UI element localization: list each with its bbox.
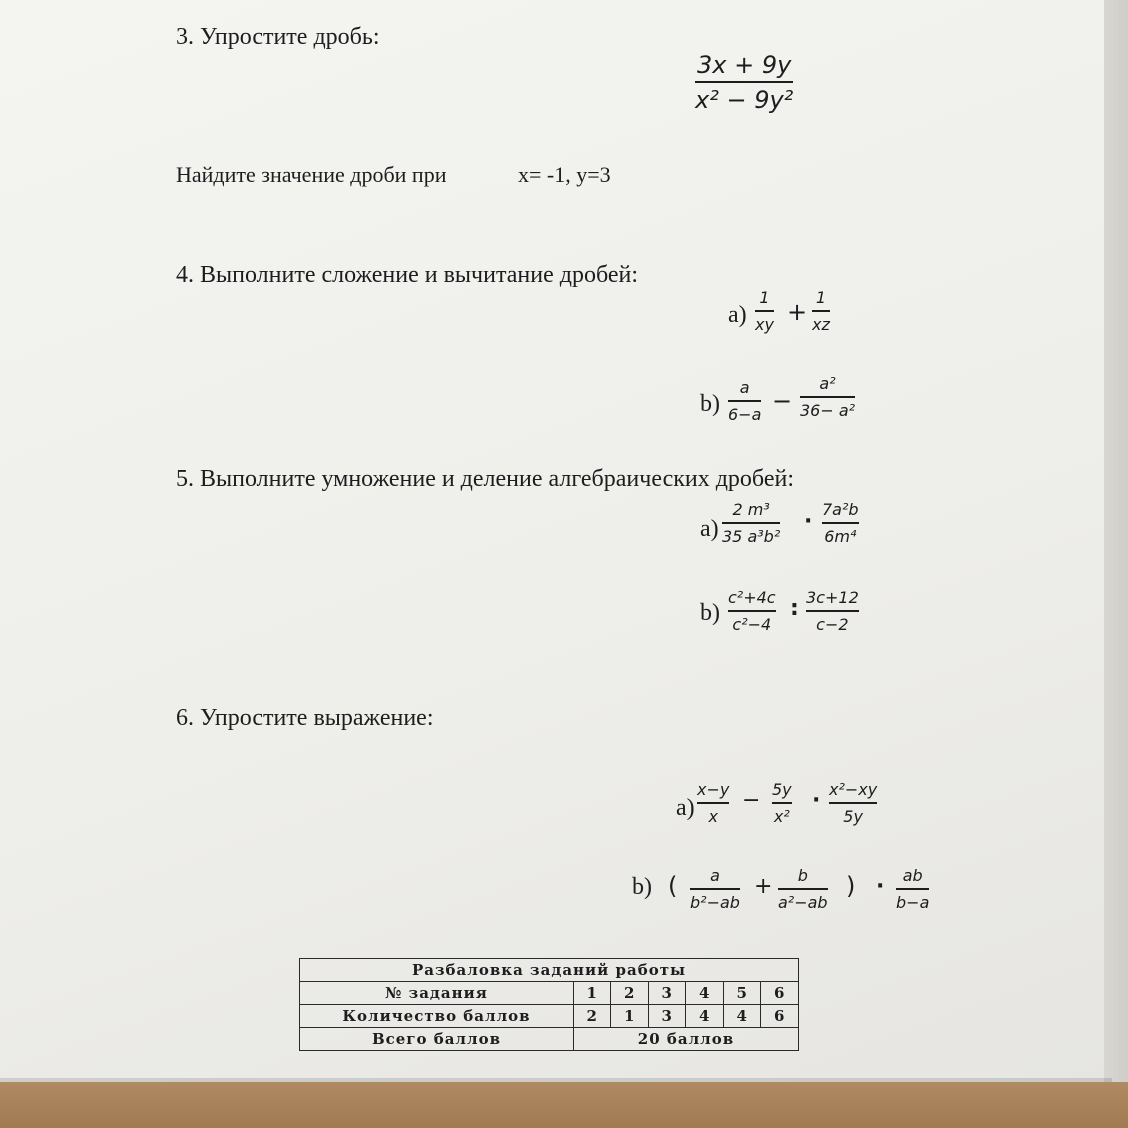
task6a-fraction2 bbox=[772, 782, 792, 825]
fraction-bar bbox=[812, 310, 830, 312]
fraction-bar bbox=[695, 81, 793, 83]
numerator: 5y bbox=[772, 780, 792, 799]
task5a-label: a) bbox=[700, 516, 719, 542]
numerator: 7a²b bbox=[822, 500, 859, 519]
fraction-bar bbox=[690, 888, 740, 890]
task4b-fraction2 bbox=[800, 376, 855, 419]
task4a-operator: + bbox=[787, 298, 808, 326]
numerator: a bbox=[710, 866, 720, 885]
task5-title: 5. Выполните умножение и деление алгебраических дробей: bbox=[176, 466, 794, 492]
task3-values: x= -1, y=3 bbox=[518, 162, 611, 187]
task4b-label: b) bbox=[700, 391, 720, 417]
numerator: b bbox=[797, 866, 808, 885]
task6-title: 6. Упростите выражение: bbox=[176, 705, 434, 731]
table-surface bbox=[0, 1082, 1128, 1128]
fraction-bar bbox=[697, 802, 729, 804]
task4-title: 4. Выполните сложение и вычитание дробей: bbox=[176, 262, 639, 288]
points-cell: 1 bbox=[611, 1005, 649, 1028]
task6b-label: b) bbox=[632, 874, 652, 900]
fraction-bar bbox=[778, 888, 828, 890]
numerator: 2 m³ bbox=[732, 500, 770, 519]
score-table bbox=[299, 958, 799, 1051]
task3-fraction bbox=[695, 53, 793, 112]
denominator: 35 a³b² bbox=[722, 526, 781, 546]
numerator: 1 bbox=[815, 288, 827, 307]
task6b-open-paren: ( bbox=[668, 872, 678, 900]
total-cell: 20 баллов bbox=[573, 1028, 798, 1051]
numerator: ab bbox=[902, 866, 923, 885]
numerator: a bbox=[739, 378, 750, 397]
task-number-cell: 2 bbox=[611, 982, 649, 1005]
page-edge bbox=[1104, 0, 1128, 1128]
denominator: c−2 bbox=[816, 614, 849, 634]
fraction-bar bbox=[829, 802, 877, 804]
denominator: 5y bbox=[843, 806, 863, 826]
numerator: x−y bbox=[697, 780, 730, 799]
fraction-bar bbox=[728, 400, 761, 402]
task5a-operator: · bbox=[804, 509, 813, 534]
fraction-bar bbox=[722, 522, 780, 524]
table-row bbox=[300, 982, 799, 1005]
denominator: 6m⁴ bbox=[824, 526, 857, 546]
table-caption: Разбаловка заданий работы bbox=[300, 959, 799, 982]
denominator: x² bbox=[773, 806, 790, 826]
task-number-cell: 3 bbox=[648, 982, 686, 1005]
task6b-operator2: · bbox=[876, 874, 885, 899]
task6b-fraction3 bbox=[896, 868, 929, 911]
fraction-bar bbox=[822, 522, 859, 524]
task4a-label: a) bbox=[728, 302, 747, 328]
task3-title: 3. Упростите дробь: bbox=[176, 24, 380, 50]
numerator: x²−xy bbox=[829, 780, 878, 799]
denominator: 6−a bbox=[728, 404, 762, 424]
denominator: b−a bbox=[896, 892, 930, 912]
task-number-cell: 5 bbox=[723, 982, 761, 1005]
points-cell: 6 bbox=[761, 1005, 799, 1028]
points-cell: 3 bbox=[648, 1005, 686, 1028]
denominator: xz bbox=[812, 314, 830, 334]
task6b-close-paren: ) bbox=[846, 872, 856, 900]
denominator: a²−ab bbox=[778, 892, 828, 912]
fraction-bar bbox=[755, 310, 774, 312]
task3-fraction-denominator: x² − 9y² bbox=[695, 85, 794, 114]
task6a-label: a) bbox=[676, 795, 695, 821]
points-cell: 4 bbox=[723, 1005, 761, 1028]
denominator: xy bbox=[755, 314, 774, 334]
task3-fraction-numerator: 3x + 9y bbox=[696, 51, 792, 79]
task6b-operator1: + bbox=[754, 874, 773, 899]
task5b-label: b) bbox=[700, 600, 720, 626]
row-label-points: Количество баллов bbox=[300, 1005, 574, 1028]
fraction-bar bbox=[896, 888, 929, 890]
task6b-fraction2 bbox=[778, 868, 828, 911]
task5a-fraction1 bbox=[722, 502, 780, 545]
task6a-fraction3 bbox=[829, 782, 877, 825]
task-number-cell: 1 bbox=[573, 982, 611, 1005]
row-label-task-number: № задания bbox=[300, 982, 574, 1005]
row-label-total: Всего баллов bbox=[300, 1028, 574, 1051]
task4b-operator: − bbox=[772, 387, 793, 415]
denominator: x bbox=[708, 806, 718, 826]
denominator: 36− a² bbox=[800, 400, 856, 420]
task5b-operator: : bbox=[790, 596, 799, 621]
numerator: c²+4c bbox=[728, 588, 776, 607]
table-row bbox=[300, 959, 799, 982]
task-number-cell: 6 bbox=[761, 982, 799, 1005]
table-row bbox=[300, 1005, 799, 1028]
task4a-fraction1 bbox=[755, 290, 774, 333]
fraction-bar bbox=[800, 396, 855, 398]
task4b-fraction1 bbox=[728, 380, 761, 423]
task5a-fraction2 bbox=[822, 502, 859, 545]
task3-find-text: Найдите значение дроби при bbox=[176, 162, 447, 187]
denominator: c²−4 bbox=[732, 614, 772, 634]
task5b-fraction2 bbox=[806, 590, 859, 633]
points-cell: 4 bbox=[686, 1005, 724, 1028]
task4a-fraction2 bbox=[812, 290, 830, 333]
numerator: 1 bbox=[759, 288, 770, 307]
denominator: b²−ab bbox=[690, 892, 740, 912]
task6a-operator2: · bbox=[812, 788, 821, 813]
table-row bbox=[300, 1028, 799, 1051]
numerator: a² bbox=[819, 374, 836, 393]
points-cell: 2 bbox=[573, 1005, 611, 1028]
task-number-cell: 4 bbox=[686, 982, 724, 1005]
task6a-fraction1 bbox=[697, 782, 729, 825]
task6b-fraction1 bbox=[690, 868, 740, 911]
task6a-operator1: − bbox=[742, 788, 761, 813]
fraction-bar bbox=[772, 802, 792, 804]
fraction-bar bbox=[728, 610, 776, 612]
numerator: 3c+12 bbox=[806, 588, 859, 607]
fraction-bar bbox=[806, 610, 859, 612]
task5b-fraction1 bbox=[728, 590, 776, 633]
